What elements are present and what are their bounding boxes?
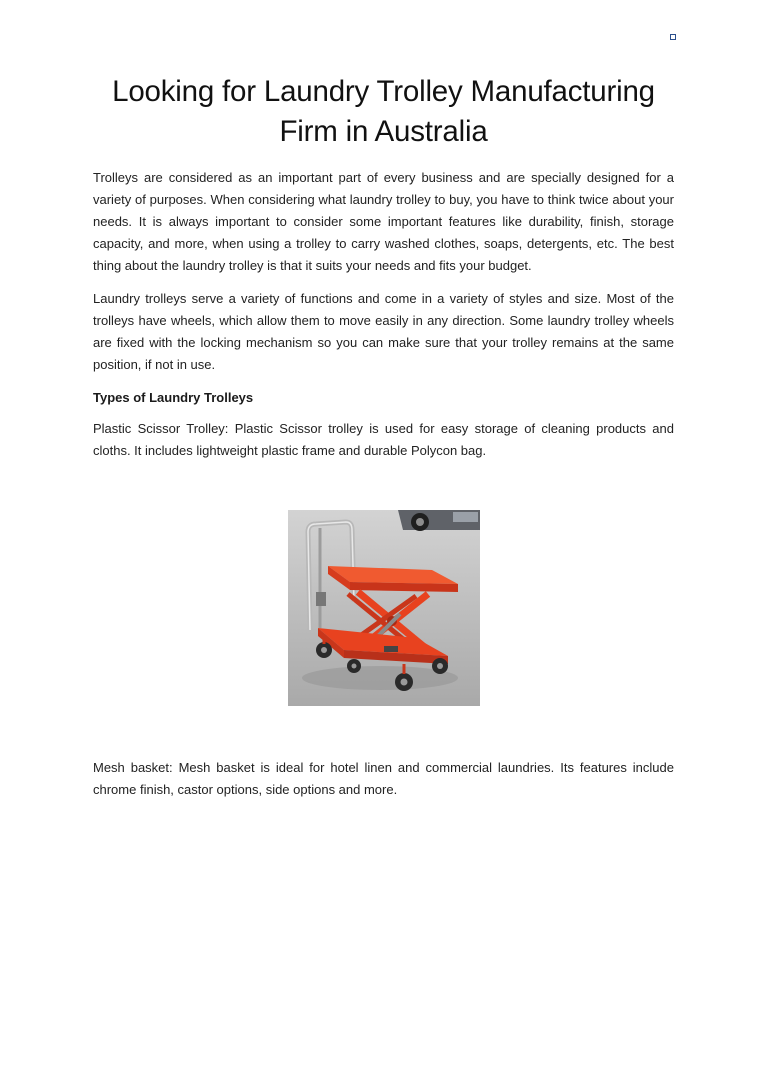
scissor-lift-trolley-photo-icon <box>288 510 480 706</box>
corner-marker <box>670 34 676 40</box>
page-title: Looking for Laundry Trolley Manufacturing Firm in Australia <box>112 75 655 148</box>
plastic-scissor-trolley-paragraph: Plastic Scissor Trolley: Plastic Scissor trolley is used for easy storage of cleaning products and cloths. It includes lightweight plastic frame and durable Polycon bag. <box>93 421 674 458</box>
mesh-basket-paragraph: Mesh basket: Mesh basket is ideal for hotel linen and commercial laundries. Its features include chrome finish, castor options, side options and more. <box>93 760 674 797</box>
document-body <box>93 72 674 473</box>
section-heading: Types of Laundry Trolleys <box>93 390 254 405</box>
functions-paragraph: Laundry trolleys serve a variety of functions and come in a variety of styles and size. Most of the trolleys have wheels, which allow them to move easily in any direction. Some laundry trolley wheels are fixed with the locking mechanism so you can make sure that your trolley remains at the same position, if not in use. <box>93 291 674 372</box>
intro-paragraph: Trolleys are considered as an important part of every business and are specially designed for a variety of purposes. When considering what laundry trolley to buy, you have to think twice about your needs. It is always important to consider some important features like durability, finish, storage capacity, and more, when using a trolley to carry washed clothes, soaps, detergents, etc. The best thing about the laundry trolley is that it suits your needs and fits your budget. <box>93 170 674 273</box>
scissor-trolley-image <box>288 510 480 706</box>
